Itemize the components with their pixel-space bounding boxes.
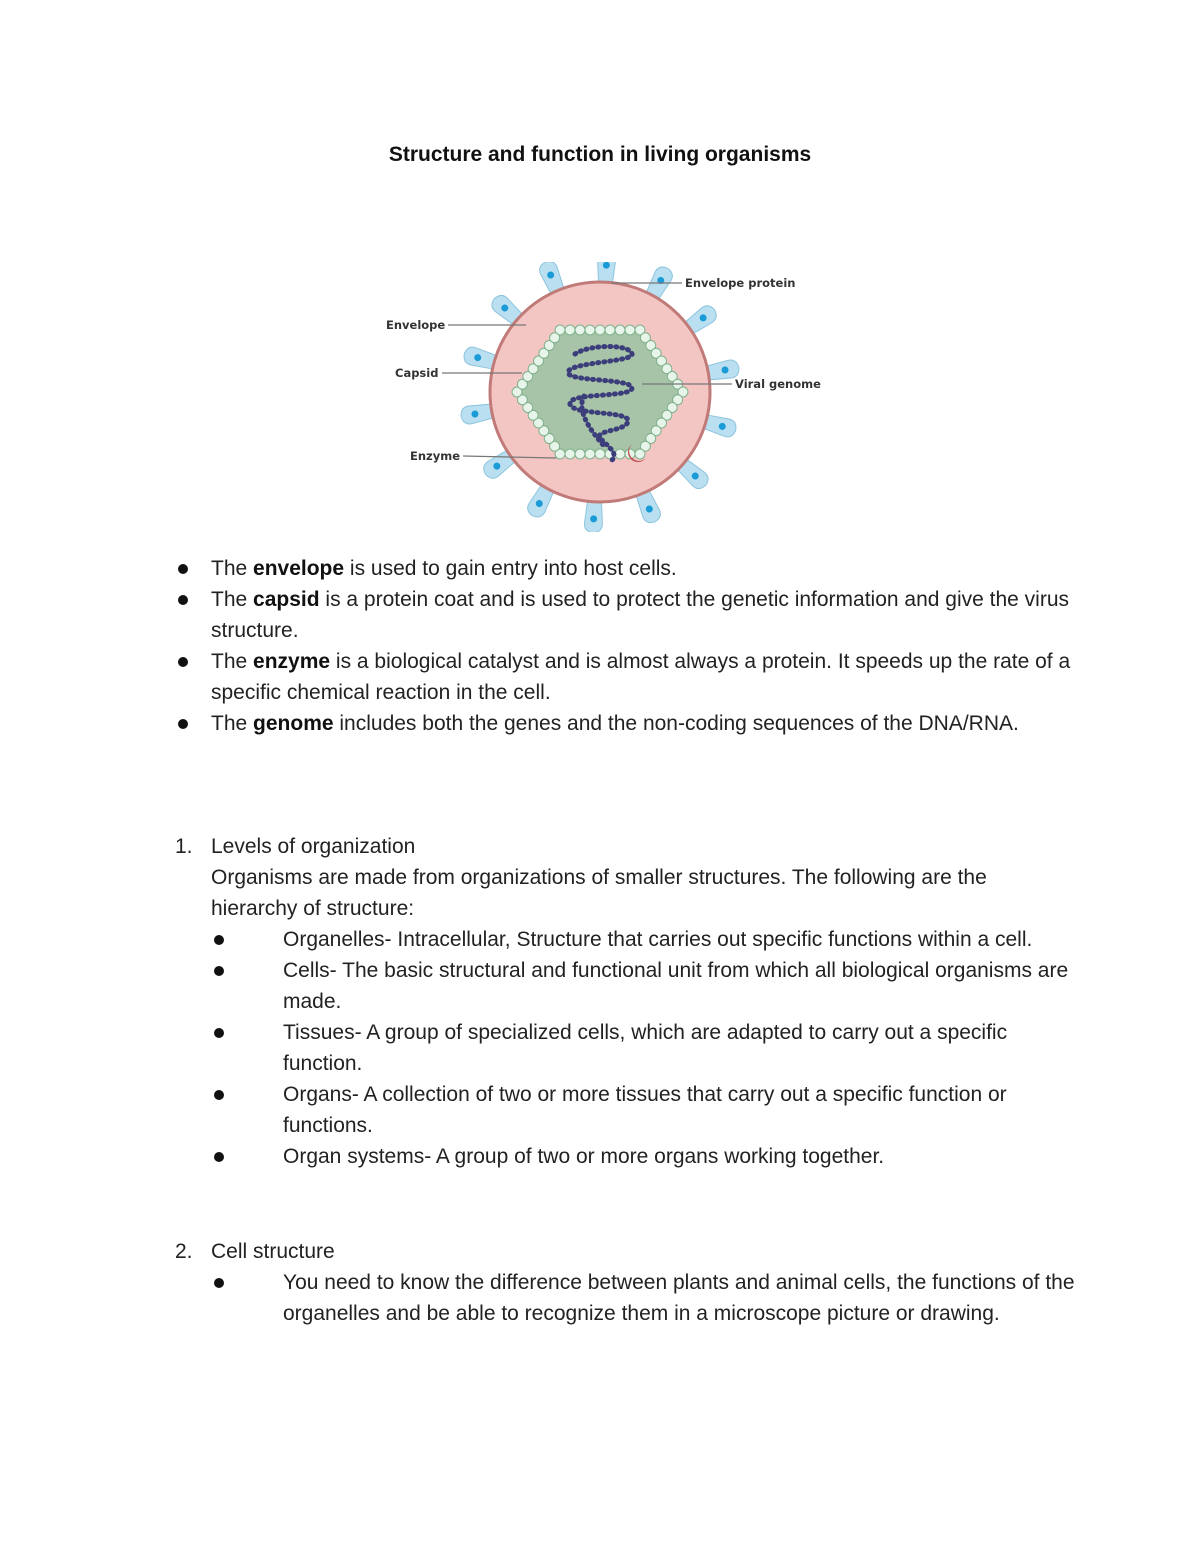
bullet-icon [178,595,188,605]
section-heading: Levels of organization [211,835,416,858]
list-item: Tissues- A group of specialized cells, which are adapted to carry out a specific function. [247,1017,1075,1079]
bullet-icon [178,657,188,667]
section-levels-of-organization [175,831,1075,1172]
envelope-protein-spike [460,402,494,425]
label-capsid: Capsid [395,366,439,380]
envelope-protein-spike [584,501,604,532]
bullet-icon [214,1028,224,1038]
label-enzyme: Enzyme [410,449,461,463]
virus-diagram [370,262,830,532]
list-item: The capsid is a protein coat and is used to protect the genetic information and give the virus structure. [175,584,1075,646]
cell-structure-list [211,1267,1075,1329]
list-item: Cells- The basic structural and functional unit from which all biological organisms are made. [247,955,1075,1017]
capsid-bead [585,449,595,459]
bullet-icon [214,935,224,945]
capsid-bead [625,325,635,335]
capsid-bead [565,449,575,459]
capsid-bead [585,325,595,335]
capsid-bead [615,449,625,459]
section-intro: Organisms are made from organizations of smaller structures. The following are the hierarchy of structure: [211,866,987,920]
capsid-bead [635,449,645,459]
label-viral-genome: Viral genome [735,377,821,391]
list-item: The envelope is used to gain entry into host cells. [175,553,1075,584]
section-number: 1. [175,835,193,858]
list-item: Organelles- Intracellular, Structure that carries out specific functions within a cell. [247,924,1075,955]
capsid-bead [605,325,615,335]
list-item: Organ systems- A group of two or more organs working together. [247,1141,1075,1172]
capsid-bead [575,325,585,335]
list-item: The genome includes both the genes and the non-coding sequences of the DNA/RNA. [175,708,1075,739]
bullet-icon [214,1090,224,1100]
capsid-bead [550,333,560,343]
capsid-bead [595,325,605,335]
capsid-bead [595,449,605,459]
bullet-icon [214,1278,224,1288]
list-item: You need to know the difference between plants and animal cells, the functions of the organelles and be able to recognize them in a microscope picture or drawing. [247,1267,1075,1329]
section-cell-structure [175,1236,1075,1329]
hierarchy-list [211,924,1075,1172]
capsid-bead [575,449,585,459]
list-item: The enzyme is a biological catalyst and is almost always a protein. It speeds up the rate of a specific chemical reaction in the cell. [175,646,1075,708]
capsid-bead [615,325,625,335]
capsid-bead [565,325,575,335]
label-envelope: Envelope [386,318,446,332]
label-envelope-protein: Envelope protein [685,276,796,290]
bullet-icon [214,1152,224,1162]
section-number: 2. [175,1240,193,1263]
list-item: Organs- A collection of two or more tissues that carry out a specific function or functions. [247,1079,1075,1141]
section-heading: Cell structure [211,1240,335,1263]
page-title: Structure and function in living organisms [388,143,812,166]
envelope-protein-spike [597,262,617,283]
bullet-icon [214,966,224,976]
bullet-icon [178,719,188,729]
bullet-icon [178,564,188,574]
virus-parts-list [175,553,1075,739]
